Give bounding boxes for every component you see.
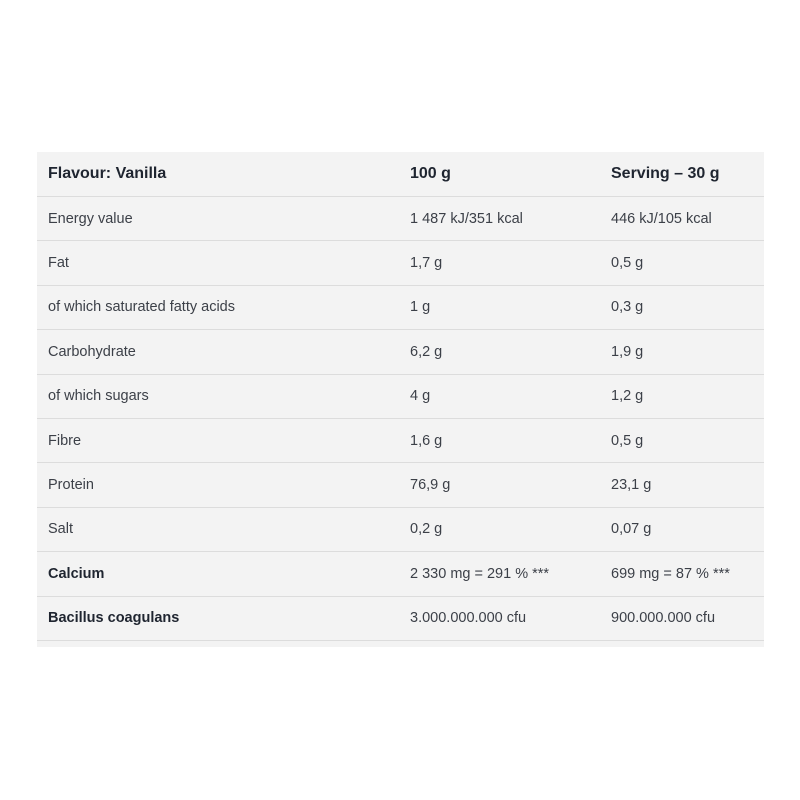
table-row bbox=[37, 552, 764, 596]
table-row bbox=[37, 197, 764, 241]
row-label: of which saturated fatty acids bbox=[37, 285, 399, 329]
nutrition-table bbox=[37, 152, 764, 641]
row-label: Protein bbox=[37, 463, 399, 507]
nutrition-table-panel bbox=[37, 152, 764, 647]
row-label: of which sugars bbox=[37, 374, 399, 418]
header-per-serving: Serving – 30 g bbox=[600, 152, 764, 197]
row-per-serving: 699 mg = 87 % *** bbox=[600, 552, 764, 596]
row-per-100g: 4 g bbox=[399, 374, 600, 418]
row-per-100g: 0,2 g bbox=[399, 507, 600, 551]
row-per-serving: 0,5 g bbox=[600, 418, 764, 462]
row-label: Bacillus coagulans bbox=[37, 596, 399, 640]
table-row bbox=[37, 463, 764, 507]
row-per-100g: 2 330 mg = 291 % *** bbox=[399, 552, 600, 596]
header-per-100g: 100 g bbox=[399, 152, 600, 197]
row-per-serving: 23,1 g bbox=[600, 463, 764, 507]
row-per-100g: 3.000.000.000 cfu bbox=[399, 596, 600, 640]
row-label: Fat bbox=[37, 241, 399, 285]
row-label: Energy value bbox=[37, 197, 399, 241]
row-per-serving: 0,3 g bbox=[600, 285, 764, 329]
row-label: Salt bbox=[37, 507, 399, 551]
row-per-100g: 1,7 g bbox=[399, 241, 600, 285]
table-row bbox=[37, 418, 764, 462]
row-per-100g: 6,2 g bbox=[399, 330, 600, 374]
row-per-100g: 76,9 g bbox=[399, 463, 600, 507]
row-label: Carbohydrate bbox=[37, 330, 399, 374]
row-label: Fibre bbox=[37, 418, 399, 462]
row-per-serving: 0,5 g bbox=[600, 241, 764, 285]
header-flavour: Flavour: Vanilla bbox=[37, 152, 399, 197]
row-per-100g: 1 g bbox=[399, 285, 600, 329]
table-row bbox=[37, 374, 764, 418]
row-label: Calcium bbox=[37, 552, 399, 596]
row-per-serving: 1,2 g bbox=[600, 374, 764, 418]
table-row bbox=[37, 596, 764, 640]
row-per-100g: 1 487 kJ/351 kcal bbox=[399, 197, 600, 241]
table-row bbox=[37, 507, 764, 551]
row-per-serving: 446 kJ/105 kcal bbox=[600, 197, 764, 241]
row-per-serving: 900.000.000 cfu bbox=[600, 596, 764, 640]
table-row bbox=[37, 330, 764, 374]
row-per-100g: 1,6 g bbox=[399, 418, 600, 462]
row-per-serving: 1,9 g bbox=[600, 330, 764, 374]
table-header-row bbox=[37, 152, 764, 197]
table-row bbox=[37, 285, 764, 329]
table-row bbox=[37, 241, 764, 285]
row-per-serving: 0,07 g bbox=[600, 507, 764, 551]
